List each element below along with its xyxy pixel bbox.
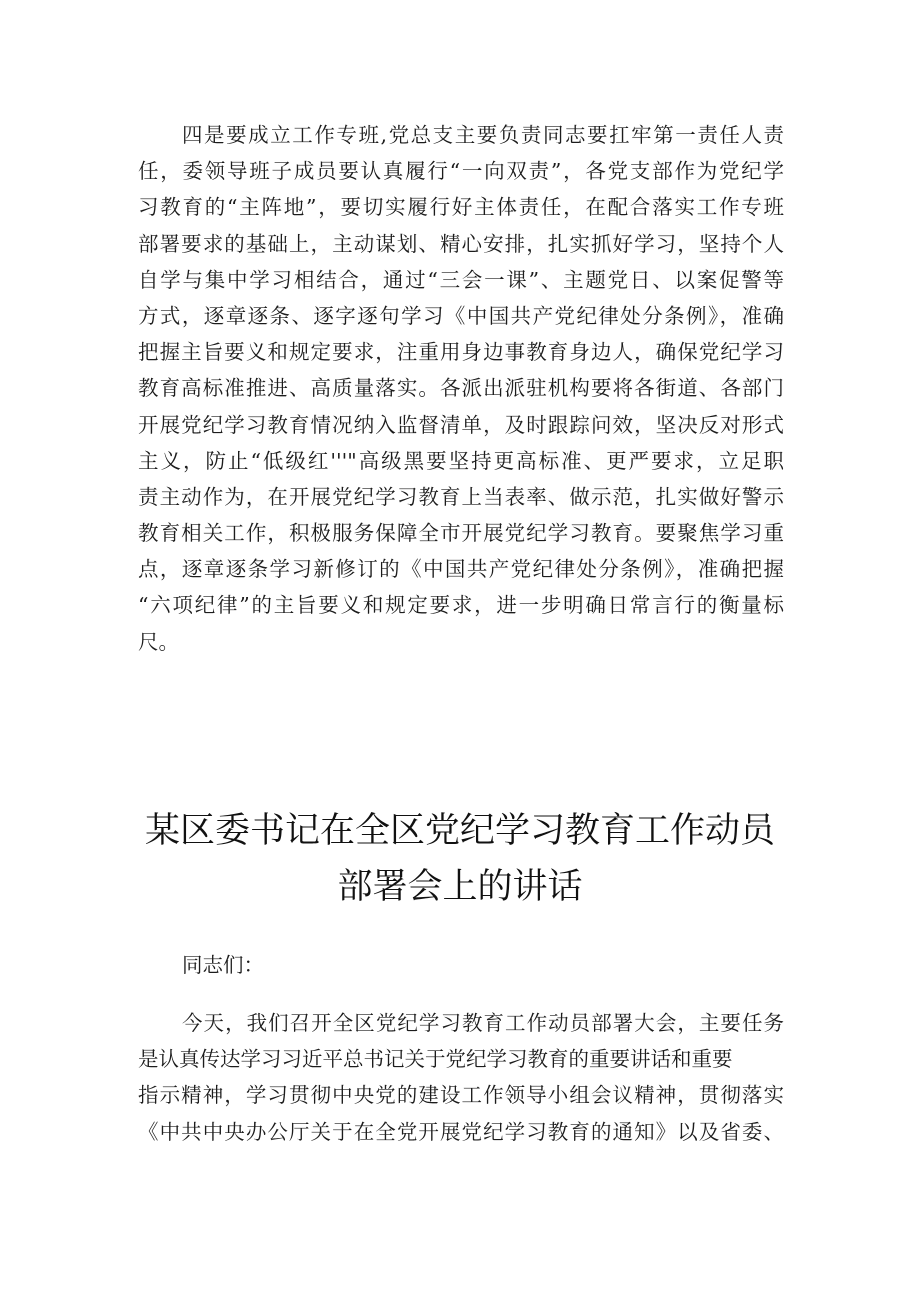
paragraph-1-line: 责主动作为，在开展党纪学习教育上当表率、做示范，扎实做好警示 (138, 484, 784, 509)
paragraph-1-line: 开展党纪学习教育情况纳入监督清单，及时跟踪问效，坚决反对形式 (138, 412, 784, 437)
paragraph-1-line: 方式，逐章逐条、逐字逐句学习《中国共产党纪律处分条例》，准确 (138, 303, 784, 328)
paragraph-1-line: 教育高标准推进、高质量落实。各派出派驻机构要将各街道、各部门 (138, 376, 784, 401)
paragraph-2-line: 《中共中央办公厅关于在全党开展党纪学习教育的通知》以及省委、 (138, 1119, 784, 1144)
paragraph-1-line: 教育相关工作，积极服务保障全市开展党纪学习教育。要聚焦学习重 (138, 521, 784, 546)
paragraph-1-line: 四是要成立工作专班,党总支主要负责同志要扛牢第一责任人责 (182, 123, 784, 147)
paragraph-1 (138, 117, 784, 660)
paragraph-1-line: 任，委领导班子成员要认真履行“一向双责”，各党支部作为党纪学 (138, 159, 784, 184)
salutation-text: 同志们： (182, 953, 264, 977)
title-line-1: 某区委书记在全区党纪学习教育工作动员 (144, 811, 775, 851)
paragraph-1-line: 主义，防止“低级红'''"高级黑要坚持更高标准、更严要求，立足职 (138, 448, 784, 473)
paragraph-1-line: 尺。 (138, 629, 179, 654)
document-title (100, 803, 820, 915)
paragraph-2-line: 是认真传达学习习近平总书记关于党纪学习教育的重要讲话和重要 (138, 1047, 733, 1072)
paragraph-2-line: 今天，我们召开全区党纪学习教育工作动员部署大会，主要任务 (182, 1011, 784, 1035)
title-line-2: 部署会上的讲话 (337, 867, 583, 907)
paragraph-2 (138, 1005, 784, 1150)
paragraph-2-line: 指示精神，学习贯彻中央党的建设工作领导小组会议精神，贯彻落实 (138, 1083, 784, 1108)
paragraph-1-line: 把握主旨要义和规定要求，注重用身边事教育身边人，确保党纪学习 (138, 340, 784, 365)
paragraph-1-line: 习教育的“主阵地”，要切实履行好主体责任，在配合落实工作专班 (138, 195, 784, 220)
paragraph-1-line: “六项纪律”的主旨要义和规定要求，进一步明确日常言行的衡量标 (138, 593, 784, 618)
paragraph-1-line: 自学与集中学习相结合，通过“三会一课”、主题党日、以案促警等 (138, 267, 784, 292)
paragraph-1-line: 点，逐章逐条学习新修订的《中国共产党纪律处分条例》，准确把握 (138, 557, 784, 582)
salutation (138, 947, 784, 983)
paragraph-1-line: 部署要求的基础上，主动谋划、精心安排，扎实抓好学习，坚持个人 (138, 231, 784, 256)
